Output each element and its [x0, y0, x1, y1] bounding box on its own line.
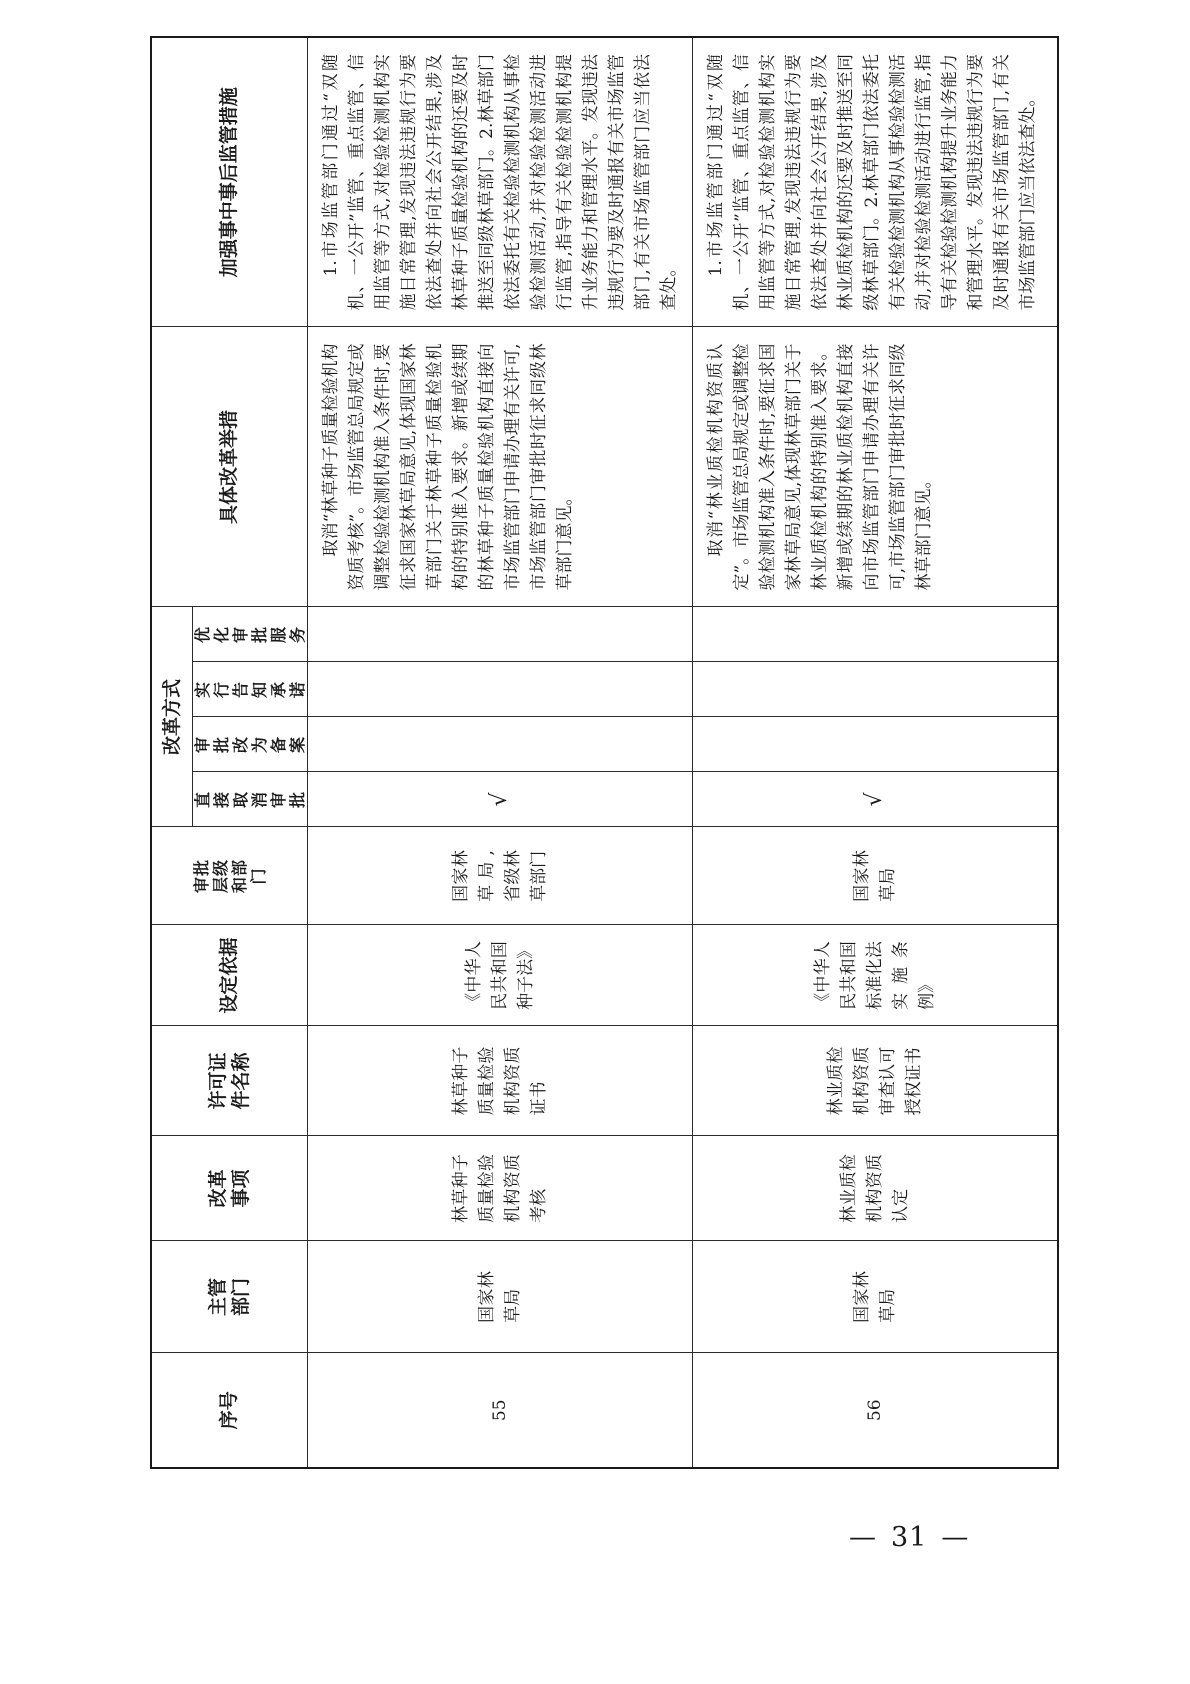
header-level: 审批层级和部门 [151, 827, 308, 925]
reform-table [150, 36, 1059, 1469]
header-license: 许可证件名称 [151, 1026, 308, 1136]
header-basis: 设定依据 [151, 925, 308, 1026]
cell-mode-notify [693, 662, 1058, 717]
header-mode-notify: 实行告知承诺 [193, 662, 308, 717]
cell-seq: 56 [693, 1353, 1058, 1468]
cell-basis: 《中华人民共和国种子法》 [308, 925, 693, 1026]
page-number-value: 31 [891, 1522, 928, 1553]
cell-mode-filing [308, 717, 693, 772]
cell-mode-optimize [693, 607, 1058, 662]
rotated-table-area [150, 53, 1040, 1469]
cell-reform: 取消“林业质检机构资质认定”。市场监管总局规定或调整检验检测机构准入条件时,要征求国家林草局意见,体现林草部门关于林业质检机构的特别准入要求。新增或续期的林业质检机构直接向市场监管部门申请办理有关许可,市场监管部门审批时征求同级林草部门意见。 [693, 327, 1058, 607]
cell-license: 林草种子质量检验机构资质证书 [308, 1026, 693, 1136]
cell-mode-filing [693, 717, 1058, 772]
cell-level: 国家林草局,省级林草部门 [308, 827, 693, 925]
cell-reform: 取消“林草种子质量检验机构资质考核”。市场监管总局规定或调整检验检测机构准入条件时,要征求国家林草局意见,体现国家林草部门关于林草种子质量检验机构的特别准入要求。新增或续期的林草种子质量检验机构直接向市场监管部门申请办理有关许可,市场监管部门审批时征求同级林草部门意见。 [308, 327, 693, 607]
header-mode-group: 改革方式 [151, 607, 193, 827]
cell-dept: 国家林草局 [308, 1241, 693, 1353]
page-number [835, 1522, 983, 1553]
cell-supervision: 1.市场监管部门通过“双随机、一公开”监管、重点监管、信用监管等方式,对检验检测机构实施日常管理,发现违法违规行为要依法查处并向社会公开结果,涉及林业质检机构的还要及时推送至同级林草部门。2.林草部门依法委托有关检验检测机构从事检验检测活动,并对检验检测活动进行监管,指导有关检验检测机构提升业务能力和管理水平。发现违法违规行为要及时通报有关市场监管部门,有关市场监管部门应当依法查处。 [693, 37, 1058, 327]
header-mode-cancel: 直接取消审批 [193, 772, 308, 827]
cell-seq: 55 [308, 1353, 693, 1468]
header-mode-filing: 审批改为备案 [193, 717, 308, 772]
header-mode-optimize: 优化审批服务 [193, 607, 308, 662]
cell-mode-cancel: √ [308, 772, 693, 827]
cell-mode-optimize [308, 607, 693, 662]
header-item: 改革事项 [151, 1136, 308, 1241]
table-row [308, 37, 693, 1468]
page-dash-left: — [849, 1522, 877, 1553]
cell-mode-notify [308, 662, 693, 717]
header-dept: 主管部门 [151, 1241, 308, 1353]
cell-dept: 国家林草局 [693, 1241, 1058, 1353]
table-container [150, 53, 1040, 1469]
header-supervision: 加强事中事后监管措施 [151, 37, 308, 327]
page-dash-right: — [941, 1522, 970, 1553]
cell-mode-cancel: √ [693, 772, 1058, 827]
header-row [151, 37, 193, 1468]
cell-level: 国家林草局 [693, 827, 1058, 925]
header-seq: 序号 [151, 1353, 308, 1468]
cell-item: 林草种子质量检验机构资质考核 [308, 1136, 693, 1241]
cell-basis: 《中华人民共和国标准化法实施条例》 [693, 925, 1058, 1026]
table-row [693, 37, 1058, 1468]
cell-supervision: 1.市场监管部门通过“双随机、一公开”监管、重点监管、信用监管等方式,对检验检测机构实施日常管理,发现违法违规行为要依法查处并向社会公开结果,涉及林草种子质量检验机构的还要及时推送至同级林草部门。2.林草部门依法委托有关检验检测机构从事检验检测活动,并对检验检测活动进行监管,指导有关检验检测机构提升业务能力和管理水平。发现违法违规行为要及时通报有关市场监管部门,有关市场监管部门应当依法查处。 [308, 37, 693, 327]
header-reform: 具体改革举措 [151, 327, 308, 607]
cell-license: 林业质检机构资质审查认可授权证书 [693, 1026, 1058, 1136]
cell-item: 林业质检机构资质认定 [693, 1136, 1058, 1241]
